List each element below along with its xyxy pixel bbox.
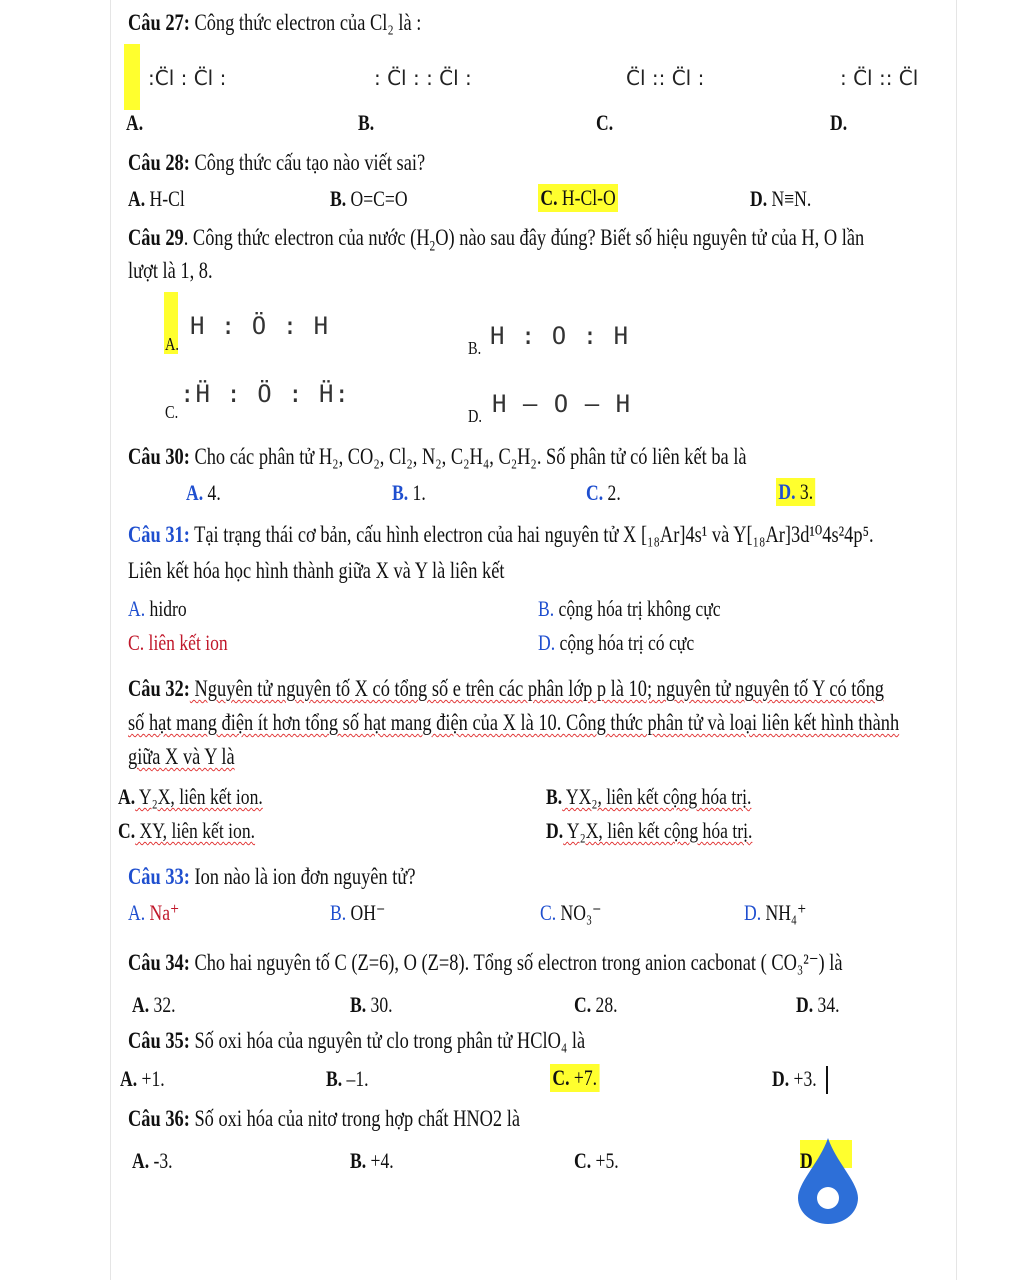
q32-option-a[interactable]: A. Y₂X, liên kết ion. (118, 784, 263, 809)
q33-option-d[interactable]: D. NH₄⁺ (744, 900, 807, 925)
q32-option-d[interactable]: D. Y₂X, liên kết cộng hóa trị. (546, 818, 753, 843)
q36-option-b[interactable]: B. +4. (350, 1148, 394, 1173)
question-31-line2: Liên kết hóa học hình thành giữa X và Y là liên kết (128, 558, 505, 583)
q30-option-b[interactable]: B. 1. (392, 480, 426, 505)
question-36: Câu 36: Số oxi hóa của nitơ trong hợp chất HNO2 là (128, 1106, 521, 1131)
q34-option-c[interactable]: C. 28. (574, 992, 618, 1017)
question-34: Câu 34: Cho hai nguyên tố C (Z=6), O (Z=8). Tổng số electron trong anion cacbonat ( CO₃²⁻) là (128, 950, 843, 975)
q31-option-d[interactable]: D. cộng hóa trị có cực (538, 630, 695, 655)
question-29-line2: lượt là 1, 8. (128, 258, 213, 283)
q27-option-d-formula: : C̈l :: C̈l (840, 66, 919, 90)
q29-option-c-formula: :Ḧ : Ö : Ḧ: (180, 380, 350, 408)
q33-option-a[interactable]: A. Na⁺ (128, 900, 180, 925)
question-32-line2: số hạt mang điện ít hơn tổng số hạt mang điện của X là 10. Công thức phân tử và loại liên kết hình thành (128, 710, 900, 735)
q34-option-d[interactable]: D. 34. (796, 992, 840, 1017)
q35-option-a[interactable]: A. +1. (120, 1066, 165, 1091)
q29-option-c[interactable]: C. (165, 402, 179, 422)
q28-option-c[interactable]: C. H-Cl-O (538, 184, 618, 212)
q30-option-a[interactable]: A. 4. (186, 480, 221, 505)
question-32: Câu 32: Nguyên tử nguyên tố X có tổng số e trên các phân lớp p là 10; nguyên tử nguyên tố Y có tổng (128, 676, 885, 701)
q29-option-d[interactable]: D. (468, 406, 482, 426)
q29-option-a-formula: H : Ö : H (190, 312, 330, 340)
question-33: Câu 33: Ion nào là ion đơn nguyên tử? (128, 864, 416, 889)
selection-handle-icon[interactable] (796, 1134, 860, 1226)
question-28: Câu 28: Công thức cấu tạo nào viết sai? (128, 150, 426, 175)
q31-option-b[interactable]: B. cộng hóa trị không cực (538, 596, 721, 621)
text-cursor (826, 1066, 828, 1094)
q30-option-d[interactable]: D. 3. (776, 478, 816, 506)
q32-option-b[interactable]: B. YX₂, liên kết cộng hóa trị. (546, 784, 752, 809)
q36-option-c[interactable]: C. +5. (574, 1148, 619, 1173)
q34-option-a[interactable]: A. 32. (132, 992, 176, 1017)
question-35: Câu 35: Số oxi hóa của nguyên tử clo trong phân tử HClO₄ là (128, 1028, 586, 1053)
q28-option-d[interactable]: D. N≡N. (750, 186, 812, 211)
q29-option-b-formula: H : O : H (490, 322, 630, 350)
right-margin-line (956, 0, 957, 1280)
q33-option-b[interactable]: B. OH⁻ (330, 900, 386, 925)
q30-option-c[interactable]: C. 2. (586, 480, 621, 505)
q27-option-a[interactable]: A. (126, 110, 144, 135)
q35-option-d[interactable]: D. +3. (772, 1066, 817, 1091)
q35-option-b[interactable]: B. –1. (326, 1066, 369, 1091)
q29-option-b[interactable]: B. (468, 338, 482, 358)
highlight-27-a (124, 44, 140, 110)
q31-option-c[interactable]: C. liên kết ion (128, 630, 228, 655)
question-32-line3: giữa X và Y là (128, 744, 235, 769)
q27-option-c-formula: C̈l :: C̈l : (626, 66, 705, 90)
q27-option-d[interactable]: D. (830, 110, 848, 135)
question-27: Câu 27: Công thức electron của Cl₂ là : (128, 10, 422, 35)
q27-option-a-formula: :C̈l : C̈l : (148, 66, 227, 90)
q33-option-c[interactable]: C. NO₃⁻ (540, 900, 602, 925)
q27-option-b-formula: : C̈l : : C̈l : (374, 66, 472, 90)
question-29: Câu 29. Công thức electron của nước $(H_2O)$ nào sau đây đúng? Biết số hiệu nguyên tử của H, O lần (128, 225, 865, 255)
q32-option-c[interactable]: C. XY, liên kết ion. (118, 818, 256, 843)
q36-option-a[interactable]: A. -3. (132, 1148, 173, 1173)
q29-option-a[interactable]: A. (165, 334, 179, 354)
question-31: Câu 31: Tại trạng thái cơ bản, cấu hình electron của hai nguyên tử X [₁₈Ar]4s¹ và Y[₁₈Ar]3d¹⁰4s²4p⁵. (128, 522, 874, 547)
q29-option-d-formula: H – O – H (492, 390, 632, 418)
q35-option-c[interactable]: C. +7. (550, 1064, 599, 1092)
q28-option-a[interactable]: A. H-Cl (128, 186, 185, 211)
question-30: Câu 30: Cho các phân tử H₂, CO₂, Cl₂, N₂, C₂H₄, C₂H₂. Số phân tử có liên kết ba là (128, 444, 747, 469)
q27-option-b[interactable]: B. (358, 110, 375, 135)
q31-option-a[interactable]: A. hidro (128, 596, 187, 621)
q36-option-d[interactable]: D (800, 1148, 813, 1173)
q34-option-b[interactable]: B. 30. (350, 992, 393, 1017)
q28-option-b[interactable]: B. O=C=O (330, 186, 408, 211)
left-margin-line (110, 0, 111, 1280)
q27-option-c[interactable]: C. (596, 110, 614, 135)
